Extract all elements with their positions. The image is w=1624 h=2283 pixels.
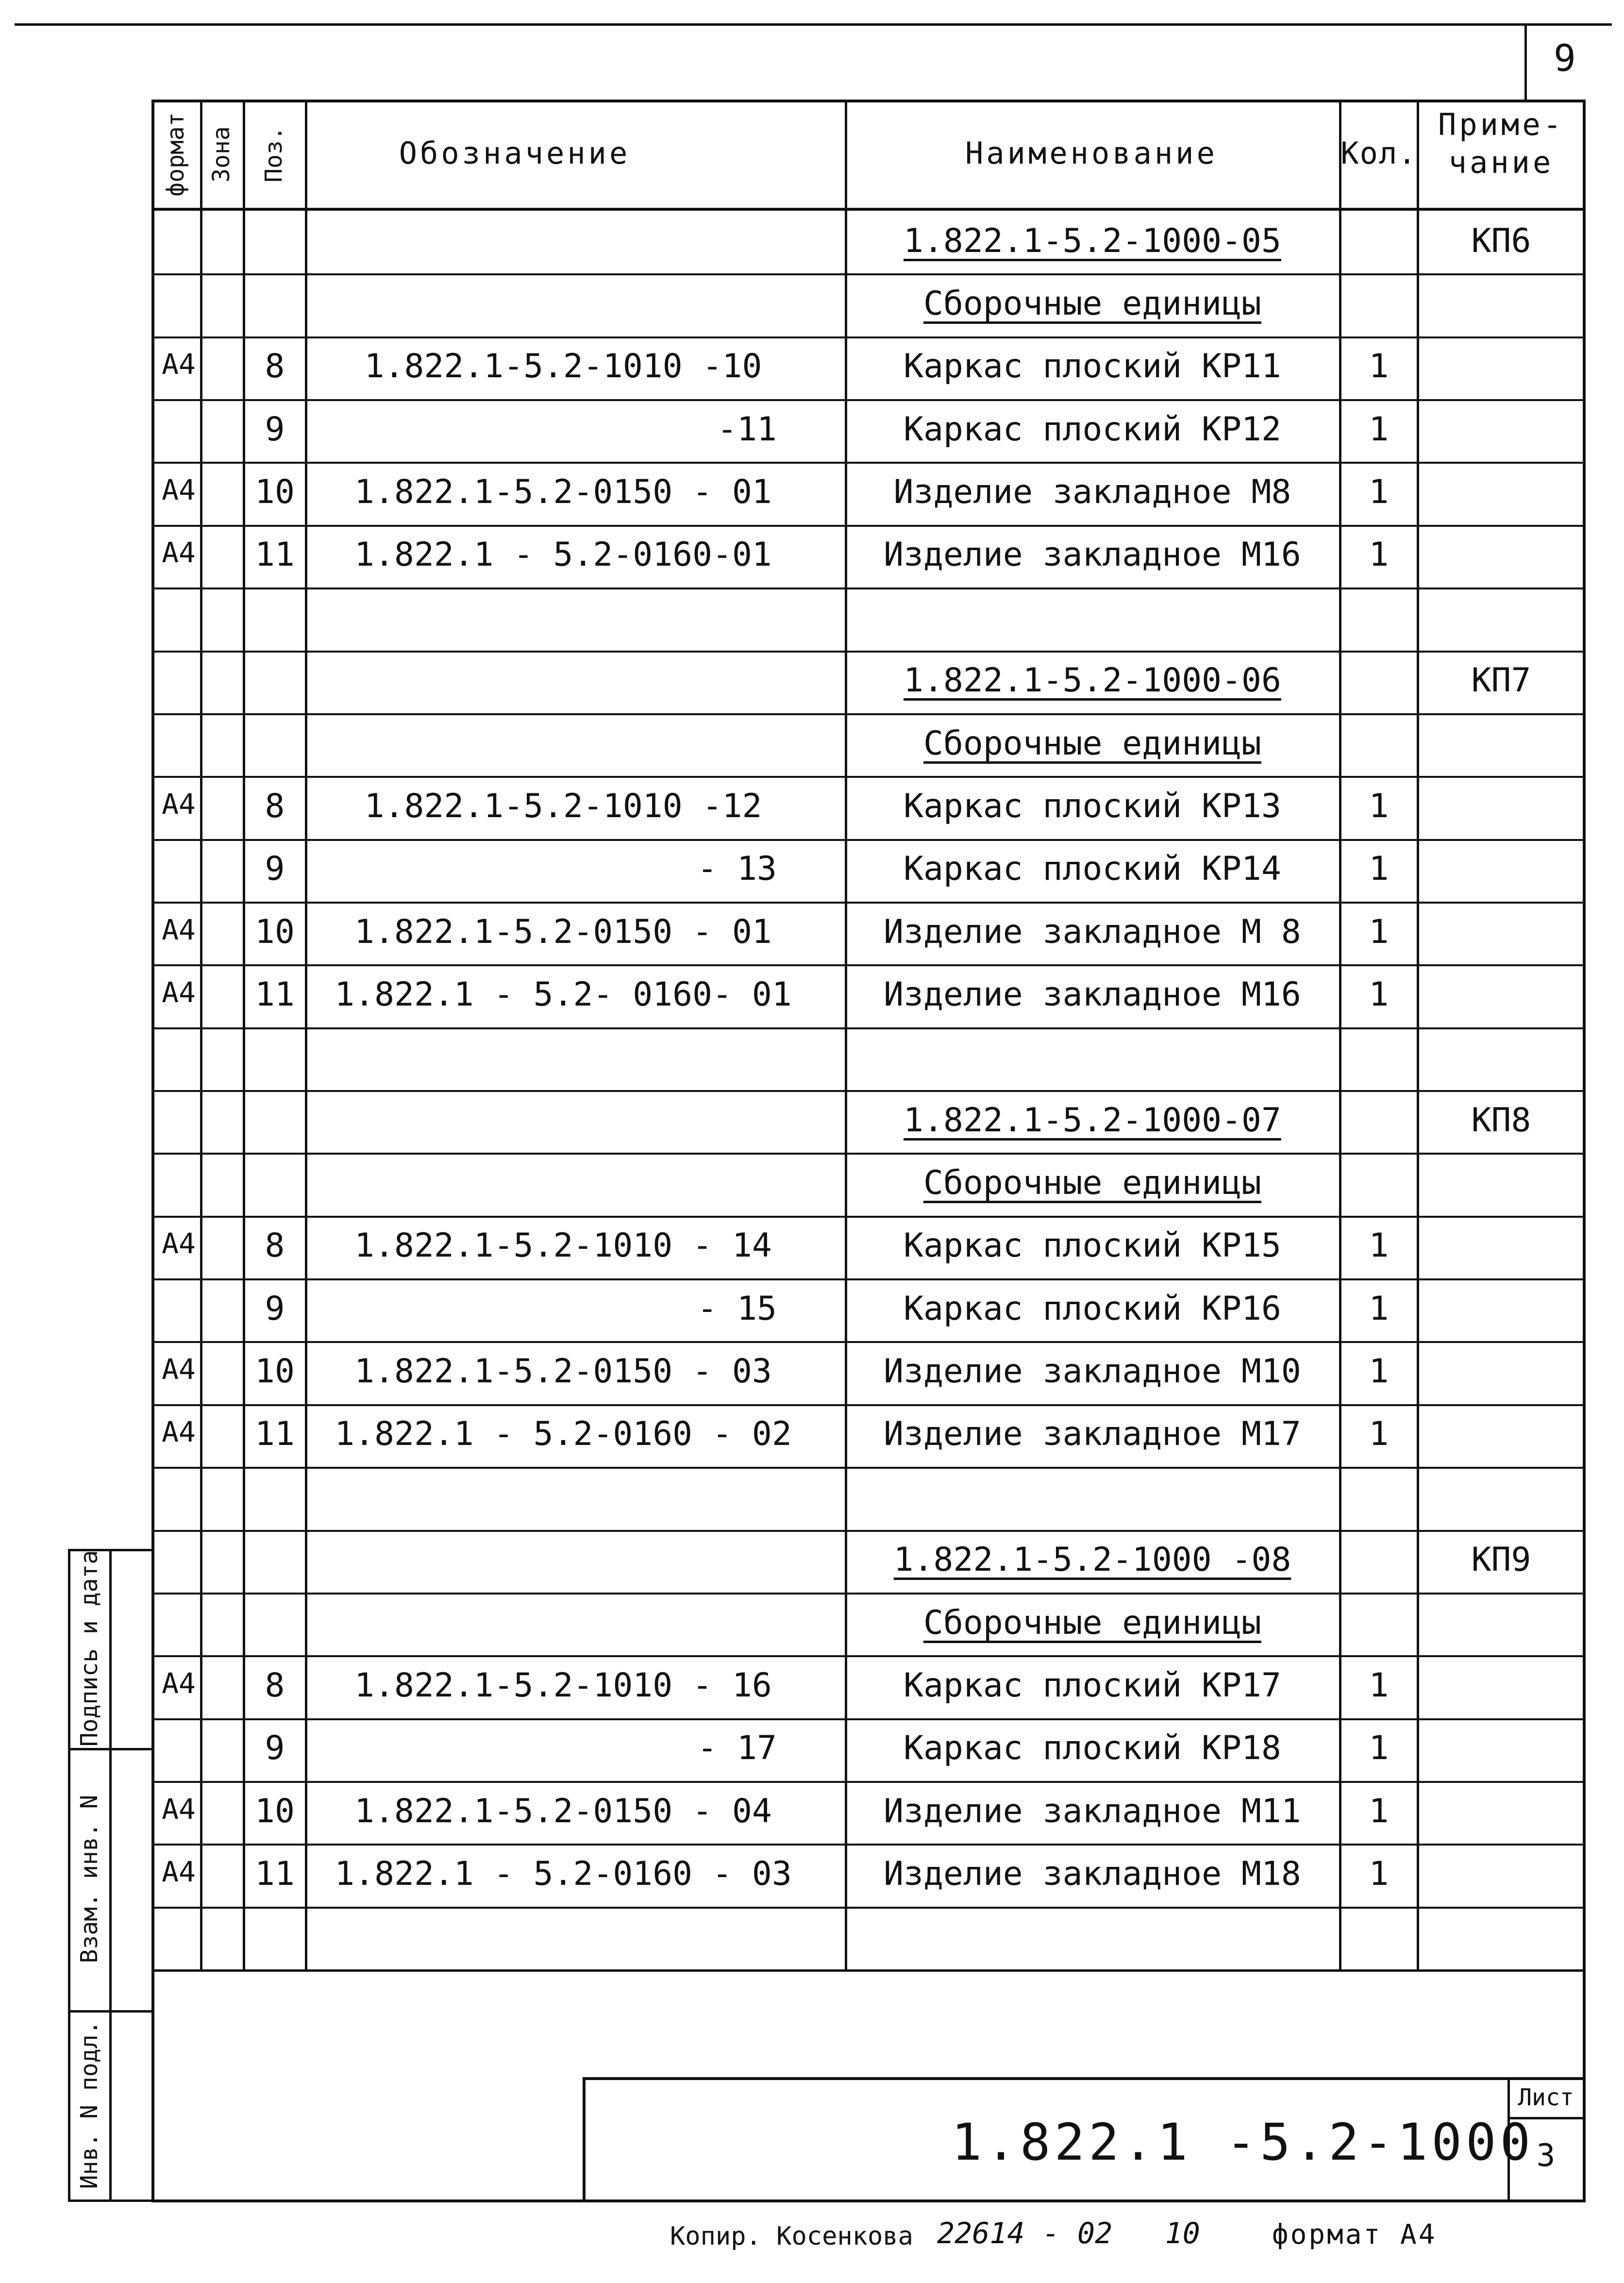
row-separator: [151, 1655, 1586, 1657]
cell-name: Каркас плоский КР15: [904, 1226, 1281, 1265]
footer-format: формат А4: [1272, 2219, 1437, 2250]
cell-name: Каркас плоский КР18: [904, 1729, 1281, 1767]
cell-designation: 1.822.1 - 5.2-0160 - 02: [335, 1415, 792, 1453]
cell-designation: 1.822.1-5.2-1010 - 14: [354, 1226, 772, 1265]
col-sep-desig: [305, 100, 307, 1971]
cell-qty: 1: [1369, 410, 1389, 449]
side-stamp-bottom: [68, 2199, 153, 2202]
cell-name: 1.822.1-5.2-1000-06: [904, 661, 1281, 700]
cell-pos: 8: [265, 787, 285, 825]
side-stamp-mid: [109, 1549, 112, 2202]
cell-qty: 1: [1369, 787, 1389, 825]
cell-qty: 1: [1369, 913, 1389, 951]
cell-pos: 10: [255, 913, 295, 951]
header-pos: Поз.: [260, 126, 287, 183]
cell-name: Каркас плоский КР11: [904, 347, 1281, 386]
cell-pos: 8: [265, 347, 285, 386]
sheet-number: 9: [1554, 36, 1576, 80]
cell-format: А4: [162, 788, 196, 821]
cell-designation: - 17: [697, 1729, 777, 1767]
cell-qty: 1: [1369, 1792, 1389, 1830]
cell-pos: 9: [265, 850, 285, 888]
sheet-label: Лист: [1518, 2084, 1574, 2111]
title-block-top: [583, 2077, 1586, 2080]
cell-name: Каркас плоский КР17: [904, 1666, 1281, 1705]
cell-note: КП8: [1471, 1101, 1531, 1140]
col-sep-note: [1417, 100, 1419, 1971]
cell-format: А4: [162, 536, 196, 569]
cell-name: Изделие закладное М10: [884, 1352, 1301, 1391]
header-designation: Обозначение: [399, 135, 631, 171]
footer-copied: Копир. Косенкова: [670, 2222, 913, 2251]
cell-qty: 1: [1369, 1666, 1389, 1705]
cell-designation: 1.822.1 - 5.2-0160-01: [354, 536, 772, 574]
cell-qty: 1: [1369, 1415, 1389, 1453]
row-separator: [151, 1216, 1586, 1218]
cell-name: Каркас плоский КР12: [904, 410, 1281, 449]
row-separator: [151, 588, 1586, 589]
row-separator: [151, 713, 1586, 715]
cell-designation: 1.822.1 - 5.2-0160 - 03: [335, 1855, 792, 1893]
row-separator: [151, 462, 1586, 464]
cell-qty: 1: [1369, 1352, 1389, 1391]
frame-right: [1583, 100, 1586, 2202]
col-sep-name: [845, 100, 847, 1971]
cell-name: Изделие закладное М17: [884, 1415, 1301, 1453]
cell-format: А4: [162, 1855, 196, 1888]
cell-format: А4: [162, 1793, 196, 1826]
top-rule: [15, 23, 1612, 26]
frame-left: [151, 100, 154, 2202]
cell-name: Изделие закладное М18: [884, 1855, 1301, 1893]
title-block-left: [583, 2077, 586, 2202]
cell-format: А4: [162, 976, 196, 1009]
row-separator: [151, 1153, 1586, 1155]
cell-designation: 1.822.1-5.2-0150 - 01: [354, 913, 772, 951]
cell-qty: 1: [1369, 1855, 1389, 1893]
cell-qty: 1: [1369, 1290, 1389, 1328]
cell-name: Сборочные единицы: [923, 285, 1261, 323]
col-sep-qty: [1339, 100, 1341, 1971]
cell-qty: 1: [1369, 975, 1389, 1014]
cell-name: Изделие закладное М16: [884, 975, 1301, 1014]
cell-name: Сборочные единицы: [923, 724, 1261, 763]
side-label-replace-inv: Взам. инв. N: [76, 1795, 103, 1964]
cell-name: Сборочные единицы: [923, 1604, 1261, 1642]
cell-pos: 8: [265, 1666, 285, 1705]
cell-name: Каркас плоский КР16: [904, 1290, 1281, 1328]
cell-designation: 1.822.1 - 5.2- 0160- 01: [335, 975, 792, 1014]
cell-format: А4: [162, 913, 196, 946]
header-name: Наименование: [965, 135, 1218, 171]
row-separator: [151, 1090, 1586, 1092]
row-separator: [151, 1467, 1586, 1469]
table-body-bottom: [151, 1969, 1586, 1972]
cell-qty: 1: [1369, 850, 1389, 888]
footer-order: 22614 - 02 10: [937, 2216, 1200, 2250]
cell-name: 1.822.1-5.2-1000-05: [904, 222, 1281, 260]
sheet-number-divider: [1524, 23, 1527, 101]
cell-name: Каркас плоский КР13: [904, 787, 1281, 825]
cell-pos: 9: [265, 1290, 285, 1328]
row-separator: [151, 336, 1586, 338]
cell-designation: 1.822.1-5.2-1010 -12: [364, 787, 762, 825]
cell-designation: - 15: [697, 1290, 777, 1328]
side-stamp-div2: [68, 2010, 153, 2013]
cell-designation: 1.822.1-5.2-0150 - 03: [354, 1352, 772, 1391]
col-sep-pos: [243, 100, 245, 1971]
sheet-value: 3: [1536, 2138, 1556, 2174]
cell-note: КП7: [1471, 661, 1531, 700]
cell-designation: - 13: [697, 850, 777, 888]
row-separator: [151, 839, 1586, 841]
document-code: 1.822.1 -5.2-1000: [951, 2113, 1535, 2172]
cell-name: Изделие закладное М 8: [884, 913, 1301, 951]
cell-pos: 10: [255, 1792, 295, 1830]
side-stamp-left: [68, 1549, 70, 2202]
row-separator: [151, 399, 1586, 401]
cell-format: А4: [162, 1353, 196, 1386]
cell-pos: 10: [255, 473, 295, 511]
row-separator: [151, 273, 1586, 275]
row-separator: [151, 525, 1586, 527]
row-separator: [151, 1027, 1586, 1029]
cell-pos: 11: [255, 1415, 295, 1453]
cell-note: КП6: [1471, 222, 1531, 260]
row-separator: [151, 1530, 1586, 1532]
row-separator: [151, 651, 1586, 653]
cell-designation: 1.822.1-5.2-1010 - 16: [354, 1666, 772, 1705]
cell-format: А4: [162, 473, 196, 506]
cell-pos: 8: [265, 1226, 285, 1265]
side-stamp-div1: [68, 1748, 153, 1750]
cell-pos: 11: [255, 536, 295, 574]
cell-name: 1.822.1-5.2-1000-07: [904, 1101, 1281, 1140]
cell-qty: 1: [1369, 536, 1389, 574]
cell-pos: 11: [255, 975, 295, 1014]
header-zone: Зона: [208, 126, 235, 183]
cell-designation: -11: [717, 410, 777, 449]
col-sep-zone: [200, 100, 202, 1971]
cell-pos: 9: [265, 1729, 285, 1767]
cell-qty: 1: [1369, 473, 1389, 511]
cell-qty: 1: [1369, 1729, 1389, 1767]
cell-designation: 1.822.1-5.2-0150 - 01: [354, 473, 772, 511]
row-separator: [151, 1593, 1586, 1595]
cell-name: 1.822.1-5.2-1000 -08: [893, 1541, 1291, 1579]
cell-note: КП9: [1471, 1541, 1531, 1579]
frame-bottom: [151, 2199, 1586, 2202]
cell-designation: 1.822.1-5.2-1010 -10: [364, 347, 762, 386]
cell-qty: 1: [1369, 347, 1389, 386]
row-separator: [151, 1341, 1586, 1343]
row-separator: [151, 902, 1586, 904]
row-separator: [151, 776, 1586, 778]
cell-name: Изделие закладное М11: [884, 1792, 1301, 1830]
cell-designation: 1.822.1-5.2-0150 - 04: [354, 1792, 772, 1830]
cell-format: А4: [162, 348, 196, 381]
cell-name: Сборочные единицы: [923, 1164, 1261, 1202]
header-qty: Кол.: [1340, 135, 1417, 171]
row-separator: [151, 1907, 1586, 1909]
row-separator: [151, 1404, 1586, 1406]
row-separator: [151, 1781, 1586, 1783]
header-format: формат: [162, 112, 189, 197]
row-separator: [151, 1278, 1586, 1280]
row-separator: [151, 964, 1586, 966]
cell-pos: 11: [255, 1855, 295, 1893]
cell-format: А4: [162, 1667, 196, 1700]
cell-format: А4: [162, 1415, 196, 1448]
cell-name: Изделие закладное М16: [884, 536, 1301, 574]
side-label-sign-date: Подпись и дата: [76, 1550, 103, 1747]
side-label-inv-orig: Инв. N подл.: [76, 2020, 103, 2189]
row-separator: [151, 1718, 1586, 1720]
cell-pos: 9: [265, 410, 285, 449]
cell-format: А4: [162, 1227, 196, 1260]
cell-pos: 10: [255, 1352, 295, 1391]
cell-name: Каркас плоский КР14: [904, 850, 1281, 888]
header-bottom: [151, 208, 1586, 211]
row-separator: [151, 1844, 1586, 1846]
header-note: Приме- чание: [1438, 107, 1564, 180]
frame-top: [151, 100, 1586, 102]
cell-qty: 1: [1369, 1226, 1389, 1265]
cell-name: Изделие закладное М8: [893, 473, 1291, 511]
